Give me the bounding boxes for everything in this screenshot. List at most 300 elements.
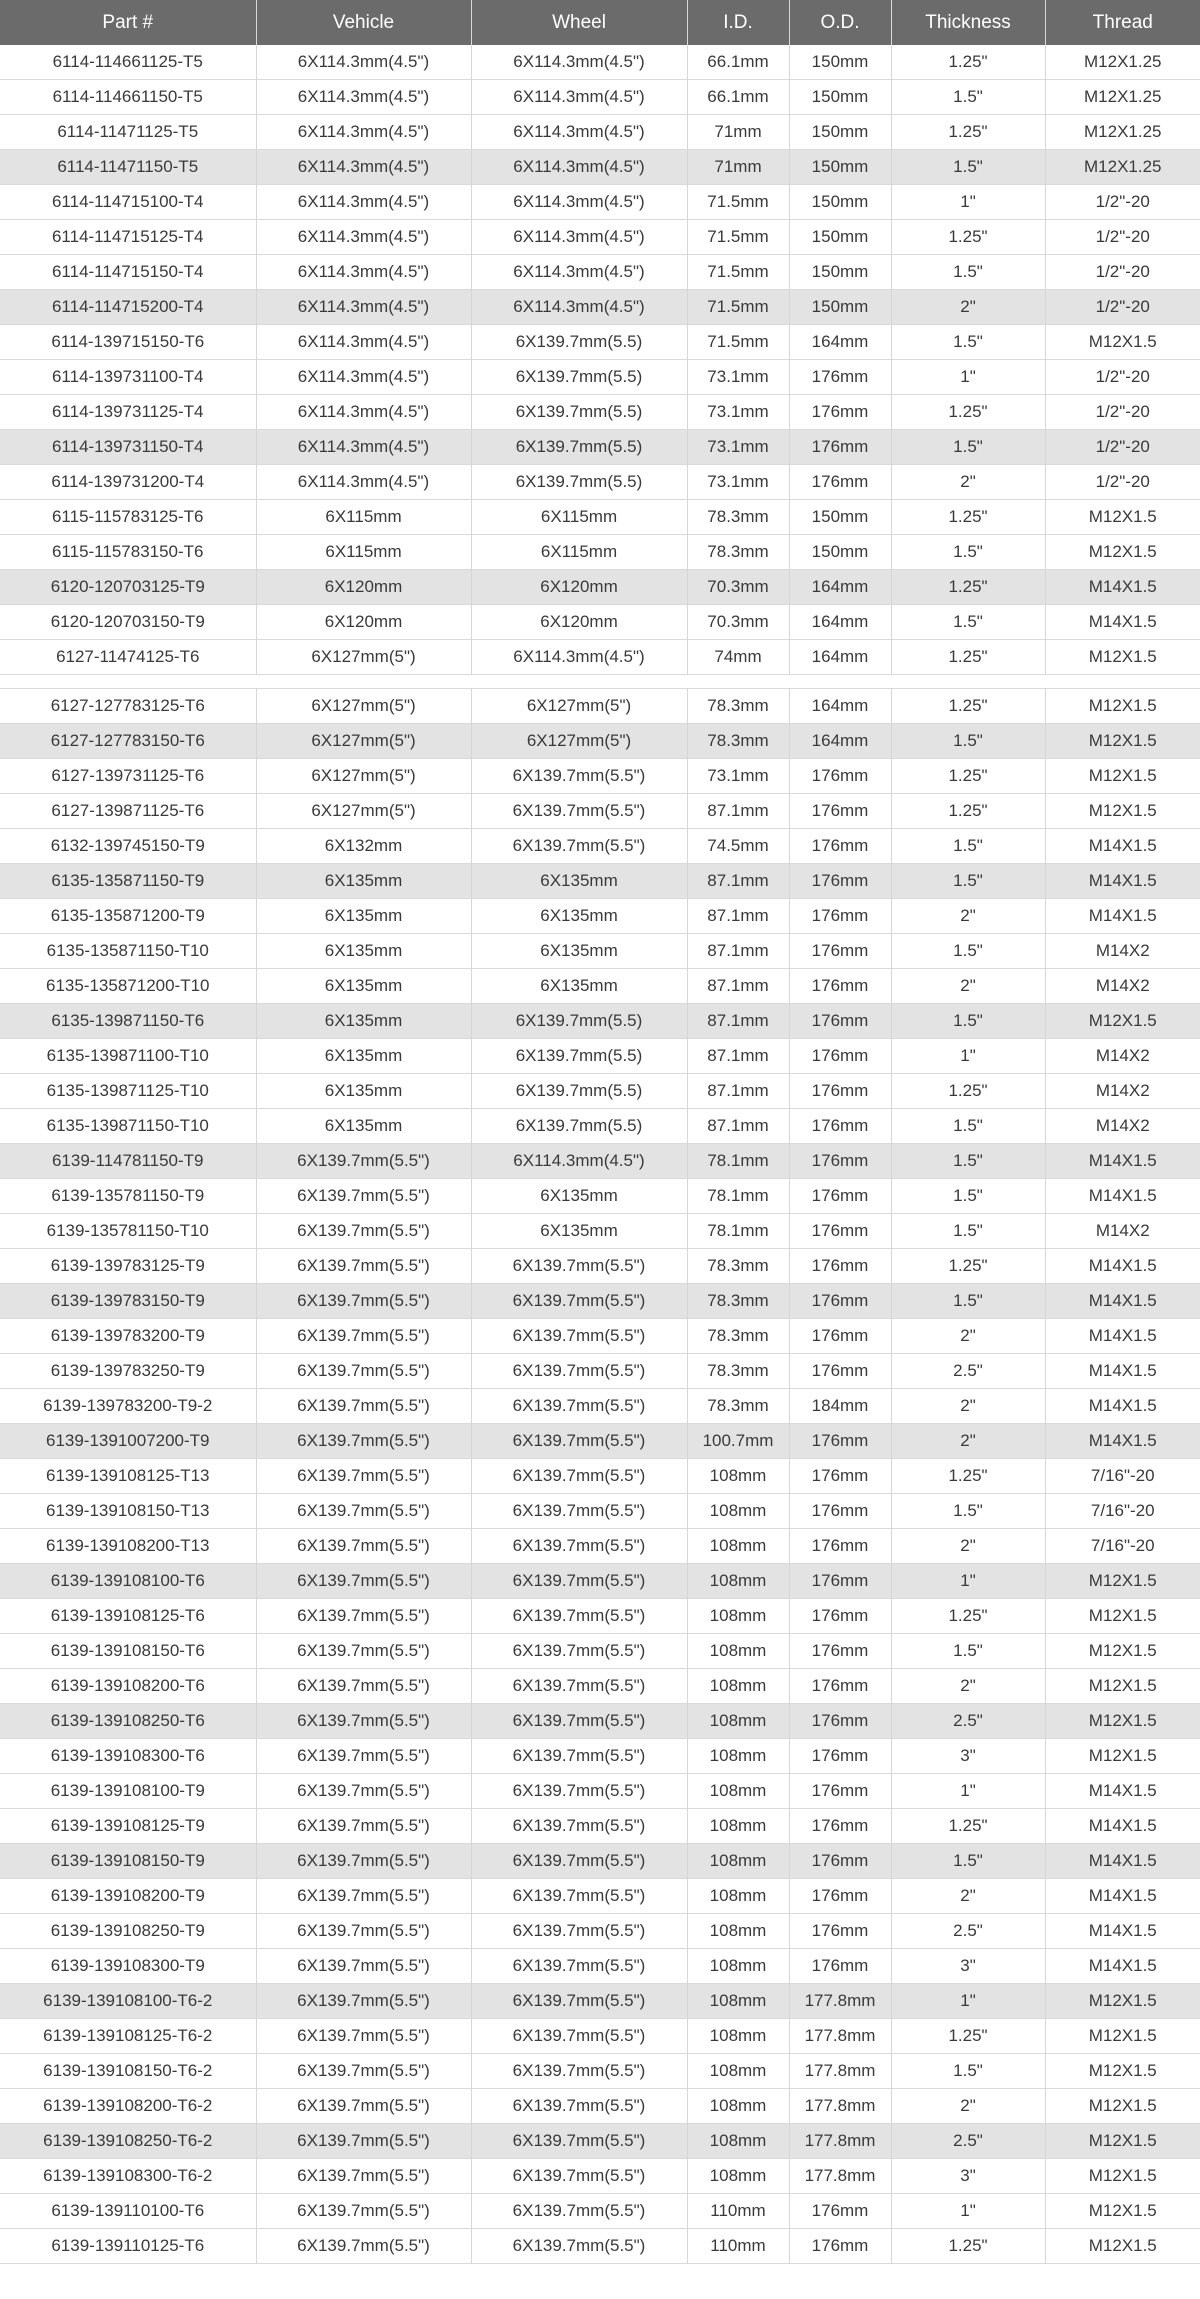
cell-vehicle: 6X135mm (256, 899, 471, 934)
cell-thickness: 1.25" (891, 794, 1045, 829)
cell-thread: M14X2 (1045, 1074, 1200, 1109)
cell-vehicle: 6X114.3mm(4.5") (256, 290, 471, 325)
cell-wheel: 6X114.3mm(4.5") (471, 220, 687, 255)
table-row (0, 1564, 1200, 1599)
cell-id: 108mm (687, 1564, 789, 1599)
cell-part-number: 6139-139108150-T9 (0, 1844, 256, 1879)
column-header-vehicle: Vehicle (256, 0, 471, 45)
cell-thread: 7/16"-20 (1045, 1529, 1200, 1564)
cell-vehicle: 6X139.7mm(5.5") (256, 1599, 471, 1634)
cell-thickness: 1.5" (891, 1844, 1045, 1879)
table-row (0, 1109, 1200, 1144)
cell-thickness: 1.25" (891, 1809, 1045, 1844)
column-header-od: O.D. (789, 0, 891, 45)
cell-thickness: 1.25" (891, 1249, 1045, 1284)
cell-thread: M12X1.5 (1045, 1634, 1200, 1669)
cell-id: 78.3mm (687, 1354, 789, 1389)
cell-od: 176mm (789, 1494, 891, 1529)
cell-od: 176mm (789, 1809, 891, 1844)
cell-vehicle: 6X135mm (256, 864, 471, 899)
column-header-part: Part # (0, 0, 256, 45)
table-row (0, 465, 1200, 500)
cell-thread: M12X1.25 (1045, 45, 1200, 80)
cell-part-number: 6127-11474125-T6 (0, 640, 256, 675)
cell-od: 176mm (789, 1004, 891, 1039)
cell-part-number: 6139-139108200-T9 (0, 1879, 256, 1914)
cell-part-number: 6139-139108200-T6-2 (0, 2089, 256, 2124)
cell-thread: 1/2"-20 (1045, 185, 1200, 220)
cell-wheel: 6X139.7mm(5.5") (471, 829, 687, 864)
cell-part-number: 6135-135871150-T10 (0, 934, 256, 969)
cell-id: 78.3mm (687, 1284, 789, 1319)
cell-wheel: 6X114.3mm(4.5") (471, 115, 687, 150)
cell-thickness: 1.25" (891, 2229, 1045, 2264)
cell-thread: 1/2"-20 (1045, 430, 1200, 465)
cell-wheel: 6X135mm (471, 1214, 687, 1249)
table-row (0, 255, 1200, 290)
cell-thickness: 1.5" (891, 80, 1045, 115)
table-row (0, 640, 1200, 675)
cell-part-number: 6139-139108100-T6 (0, 1564, 256, 1599)
cell-part-number: 6139-139108125-T13 (0, 1459, 256, 1494)
cell-od: 176mm (789, 794, 891, 829)
cell-thread: M12X1.5 (1045, 1984, 1200, 2019)
table-row (0, 689, 1200, 724)
cell-thickness: 1.5" (891, 1004, 1045, 1039)
cell-vehicle: 6X139.7mm(5.5") (256, 1669, 471, 1704)
cell-part-number: 6114-139731100-T4 (0, 360, 256, 395)
cell-od: 176mm (789, 1739, 891, 1774)
cell-vehicle: 6X120mm (256, 605, 471, 640)
table-row (0, 1004, 1200, 1039)
cell-vehicle: 6X139.7mm(5.5") (256, 2124, 471, 2159)
cell-wheel: 6X139.7mm(5.5") (471, 1844, 687, 1879)
cell-od: 176mm (789, 829, 891, 864)
cell-wheel: 6X139.7mm(5.5") (471, 1249, 687, 1284)
cell-thickness: 2" (891, 969, 1045, 1004)
cell-thickness: 1.5" (891, 724, 1045, 759)
cell-vehicle: 6X115mm (256, 535, 471, 570)
cell-vehicle: 6X139.7mm(5.5") (256, 1809, 471, 1844)
cell-thread: M12X1.5 (1045, 2019, 1200, 2054)
cell-part-number: 6127-139871125-T6 (0, 794, 256, 829)
cell-thread: M14X1.5 (1045, 1284, 1200, 1319)
cell-od: 176mm (789, 1354, 891, 1389)
cell-od: 176mm (789, 1284, 891, 1319)
cell-thickness: 1.25" (891, 1459, 1045, 1494)
cell-thickness: 1.25" (891, 570, 1045, 605)
cell-od: 176mm (789, 1144, 891, 1179)
cell-thickness: 1.5" (891, 605, 1045, 640)
cell-vehicle: 6X139.7mm(5.5") (256, 1179, 471, 1214)
cell-id: 108mm (687, 2159, 789, 2194)
cell-thickness: 1" (891, 185, 1045, 220)
cell-thread: M12X1.5 (1045, 2194, 1200, 2229)
cell-od: 176mm (789, 934, 891, 969)
cell-vehicle: 6X139.7mm(5.5") (256, 1844, 471, 1879)
cell-vehicle: 6X139.7mm(5.5") (256, 1144, 471, 1179)
cell-wheel: 6X114.3mm(4.5") (471, 255, 687, 290)
cell-vehicle: 6X114.3mm(4.5") (256, 395, 471, 430)
table-row (0, 864, 1200, 899)
table-row (0, 1039, 1200, 1074)
cell-id: 108mm (687, 1879, 789, 1914)
cell-wheel: 6X139.7mm(5.5") (471, 794, 687, 829)
cell-thickness: 1.5" (891, 430, 1045, 465)
cell-part-number: 6139-139108200-T13 (0, 1529, 256, 1564)
cell-id: 110mm (687, 2194, 789, 2229)
cell-thickness: 1.5" (891, 255, 1045, 290)
cell-od: 176mm (789, 1774, 891, 1809)
cell-thickness: 1.25" (891, 2019, 1045, 2054)
cell-id: 108mm (687, 1774, 789, 1809)
cell-thickness: 2" (891, 1669, 1045, 1704)
cell-id: 108mm (687, 1844, 789, 1879)
cell-vehicle: 6X114.3mm(4.5") (256, 325, 471, 360)
table-row (0, 2194, 1200, 2229)
table-row (0, 2124, 1200, 2159)
cell-thread: M12X1.25 (1045, 150, 1200, 185)
cell-thread: M12X1.5 (1045, 689, 1200, 724)
cell-wheel: 6X139.7mm(5.5") (471, 2159, 687, 2194)
cell-od: 176mm (789, 2194, 891, 2229)
cell-od: 177.8mm (789, 2159, 891, 2194)
cell-part-number: 6132-139745150-T9 (0, 829, 256, 864)
cell-thickness: 2" (891, 1389, 1045, 1424)
cell-wheel: 6X139.7mm(5.5) (471, 395, 687, 430)
cell-thickness: 2" (891, 1424, 1045, 1459)
cell-od: 176mm (789, 1704, 891, 1739)
cell-wheel: 6X139.7mm(5.5) (471, 1004, 687, 1039)
cell-thickness: 1.5" (891, 934, 1045, 969)
cell-part-number: 6139-139108250-T6 (0, 1704, 256, 1739)
cell-thickness: 1.5" (891, 1144, 1045, 1179)
cell-thread: M12X1.5 (1045, 759, 1200, 794)
cell-wheel: 6X114.3mm(4.5") (471, 45, 687, 80)
table-row (0, 1984, 1200, 2019)
cell-thickness: 2" (891, 1319, 1045, 1354)
cell-wheel: 6X135mm (471, 969, 687, 1004)
cell-id: 108mm (687, 1739, 789, 1774)
cell-od: 176mm (789, 1319, 891, 1354)
cell-vehicle: 6X114.3mm(4.5") (256, 465, 471, 500)
cell-thread: M14X1.5 (1045, 1809, 1200, 1844)
cell-thread: M12X1.5 (1045, 2054, 1200, 2089)
cell-vehicle: 6X139.7mm(5.5") (256, 1249, 471, 1284)
cell-wheel: 6X139.7mm(5.5") (471, 1984, 687, 2019)
cell-thickness: 1.5" (891, 325, 1045, 360)
table-row (0, 1914, 1200, 1949)
cell-wheel: 6X139.7mm(5.5") (471, 1529, 687, 1564)
cell-id: 108mm (687, 1599, 789, 1634)
table-body (0, 45, 1200, 2264)
cell-vehicle: 6X114.3mm(4.5") (256, 80, 471, 115)
cell-thread: M12X1.5 (1045, 325, 1200, 360)
cell-wheel: 6X139.7mm(5.5) (471, 1074, 687, 1109)
cell-od: 176mm (789, 1074, 891, 1109)
cell-part-number: 6139-139108200-T6 (0, 1669, 256, 1704)
cell-wheel: 6X139.7mm(5.5") (471, 1389, 687, 1424)
cell-id: 78.3mm (687, 1249, 789, 1284)
cell-vehicle: 6X127mm(5") (256, 759, 471, 794)
cell-thickness: 1.5" (891, 1494, 1045, 1529)
cell-part-number: 6135-139871150-T6 (0, 1004, 256, 1039)
cell-od: 176mm (789, 1249, 891, 1284)
table-row (0, 1459, 1200, 1494)
cell-vehicle: 6X114.3mm(4.5") (256, 150, 471, 185)
cell-thread: M12X1.25 (1045, 80, 1200, 115)
cell-thread: M14X1.5 (1045, 1354, 1200, 1389)
cell-vehicle: 6X114.3mm(4.5") (256, 185, 471, 220)
cell-wheel: 6X139.7mm(5.5") (471, 1809, 687, 1844)
cell-thread: M14X1.5 (1045, 1949, 1200, 1984)
table-row (0, 115, 1200, 150)
cell-od: 177.8mm (789, 2124, 891, 2159)
cell-vehicle: 6X139.7mm(5.5") (256, 1564, 471, 1599)
cell-od: 164mm (789, 325, 891, 360)
cell-id: 87.1mm (687, 794, 789, 829)
table-row (0, 1389, 1200, 1424)
cell-od: 184mm (789, 1389, 891, 1424)
cell-vehicle: 6X139.7mm(5.5") (256, 2019, 471, 2054)
cell-id: 110mm (687, 2229, 789, 2264)
cell-thickness: 2.5" (891, 2124, 1045, 2159)
cell-id: 73.1mm (687, 759, 789, 794)
cell-od: 164mm (789, 689, 891, 724)
cell-wheel: 6X127mm(5") (471, 689, 687, 724)
cell-thread: M14X2 (1045, 969, 1200, 1004)
cell-od: 176mm (789, 759, 891, 794)
cell-wheel: 6X139.7mm(5.5) (471, 325, 687, 360)
table-row (0, 360, 1200, 395)
cell-thread: M14X2 (1045, 1039, 1200, 1074)
cell-id: 71.5mm (687, 290, 789, 325)
cell-id: 108mm (687, 1984, 789, 2019)
cell-thickness: 2.5" (891, 1354, 1045, 1389)
cell-thickness: 2" (891, 290, 1045, 325)
table-row (0, 2019, 1200, 2054)
cell-od: 176mm (789, 1879, 891, 1914)
cell-od: 177.8mm (789, 1984, 891, 2019)
cell-id: 100.7mm (687, 1424, 789, 1459)
cell-wheel: 6X135mm (471, 864, 687, 899)
table-row (0, 150, 1200, 185)
cell-thread: M14X1.5 (1045, 1249, 1200, 1284)
table-row (0, 1844, 1200, 1879)
cell-id: 108mm (687, 1529, 789, 1564)
cell-vehicle: 6X139.7mm(5.5") (256, 1984, 471, 2019)
cell-thread: M14X1.5 (1045, 1879, 1200, 1914)
cell-vehicle: 6X139.7mm(5.5") (256, 1949, 471, 1984)
cell-thickness: 1.25" (891, 759, 1045, 794)
cell-part-number: 6135-135871150-T9 (0, 864, 256, 899)
cell-part-number: 6114-11471125-T5 (0, 115, 256, 150)
cell-part-number: 6114-114661150-T5 (0, 80, 256, 115)
cell-part-number: 6115-115783150-T6 (0, 535, 256, 570)
cell-thread: M14X1.5 (1045, 1844, 1200, 1879)
cell-thickness: 1.5" (891, 1214, 1045, 1249)
cell-od: 176mm (789, 1424, 891, 1459)
cell-vehicle: 6X139.7mm(5.5") (256, 2159, 471, 2194)
table-row (0, 1284, 1200, 1319)
cell-od: 150mm (789, 45, 891, 80)
cell-thread: M14X1.5 (1045, 1424, 1200, 1459)
cell-id: 108mm (687, 1634, 789, 1669)
table-row (0, 1354, 1200, 1389)
cell-od: 164mm (789, 640, 891, 675)
table-row (0, 2089, 1200, 2124)
cell-vehicle: 6X114.3mm(4.5") (256, 255, 471, 290)
cell-wheel: 6X139.7mm(5.5") (471, 1459, 687, 1494)
column-header-thread: Thread (1045, 0, 1200, 45)
cell-part-number: 6139-139108250-T9 (0, 1914, 256, 1949)
cell-part-number: 6139-139108125-T9 (0, 1809, 256, 1844)
table-row (0, 1249, 1200, 1284)
table-row (0, 185, 1200, 220)
cell-id: 78.3mm (687, 535, 789, 570)
cell-wheel: 6X139.7mm(5.5) (471, 430, 687, 465)
table-row (0, 1599, 1200, 1634)
cell-part-number: 6139-139783200-T9-2 (0, 1389, 256, 1424)
cell-id: 108mm (687, 2124, 789, 2159)
cell-id: 74.5mm (687, 829, 789, 864)
cell-thread: M14X1.5 (1045, 570, 1200, 605)
table-row (0, 1319, 1200, 1354)
cell-wheel: 6X139.7mm(5.5") (471, 1949, 687, 1984)
cell-thread: M12X1.5 (1045, 500, 1200, 535)
cell-vehicle: 6X139.7mm(5.5") (256, 1914, 471, 1949)
cell-part-number: 6139-139110125-T6 (0, 2229, 256, 2264)
cell-id: 73.1mm (687, 430, 789, 465)
cell-part-number: 6135-135871200-T10 (0, 969, 256, 1004)
cell-od: 176mm (789, 969, 891, 1004)
cell-thickness: 3" (891, 2159, 1045, 2194)
cell-part-number: 6139-139783150-T9 (0, 1284, 256, 1319)
cell-wheel: 6X139.7mm(5.5") (471, 1704, 687, 1739)
cell-part-number: 6139-139108125-T6-2 (0, 2019, 256, 2054)
cell-od: 176mm (789, 395, 891, 430)
cell-thickness: 1.25" (891, 689, 1045, 724)
table-row (0, 500, 1200, 535)
cell-thickness: 2" (891, 1529, 1045, 1564)
cell-part-number: 6120-120703125-T9 (0, 570, 256, 605)
cell-vehicle: 6X135mm (256, 1109, 471, 1144)
cell-od: 176mm (789, 1949, 891, 1984)
table-row (0, 1424, 1200, 1459)
cell-id: 78.1mm (687, 1214, 789, 1249)
cell-part-number: 6139-135781150-T10 (0, 1214, 256, 1249)
cell-id: 108mm (687, 1459, 789, 1494)
cell-thread: M12X1.5 (1045, 1004, 1200, 1039)
cell-vehicle: 6X139.7mm(5.5") (256, 2229, 471, 2264)
cell-part-number: 6135-139871150-T10 (0, 1109, 256, 1144)
cell-thread: M12X1.5 (1045, 1564, 1200, 1599)
cell-thread: M12X1.5 (1045, 724, 1200, 759)
cell-wheel: 6X139.7mm(5.5") (471, 1774, 687, 1809)
cell-wheel: 6X114.3mm(4.5") (471, 185, 687, 220)
cell-part-number: 6139-139110100-T6 (0, 2194, 256, 2229)
cell-thread: M12X1.5 (1045, 2124, 1200, 2159)
cell-part-number: 6127-139731125-T6 (0, 759, 256, 794)
cell-id: 73.1mm (687, 395, 789, 430)
table-row (0, 1179, 1200, 1214)
cell-part-number: 6114-11471150-T5 (0, 150, 256, 185)
cell-id: 71.5mm (687, 220, 789, 255)
cell-id: 108mm (687, 1494, 789, 1529)
cell-thickness: 1.25" (891, 640, 1045, 675)
cell-wheel: 6X115mm (471, 500, 687, 535)
table-row (0, 1214, 1200, 1249)
cell-vehicle: 6X132mm (256, 829, 471, 864)
cell-wheel: 6X139.7mm(5.5") (471, 1354, 687, 1389)
cell-vehicle: 6X139.7mm(5.5") (256, 2054, 471, 2089)
cell-od: 150mm (789, 290, 891, 325)
table-row (0, 605, 1200, 640)
cell-od: 150mm (789, 500, 891, 535)
cell-id: 87.1mm (687, 1004, 789, 1039)
cell-thread: 1/2"-20 (1045, 360, 1200, 395)
cell-od: 150mm (789, 255, 891, 290)
cell-vehicle: 6X135mm (256, 1004, 471, 1039)
cell-part-number: 6114-114661125-T5 (0, 45, 256, 80)
cell-thread: 7/16"-20 (1045, 1494, 1200, 1529)
cell-thread: M12X1.5 (1045, 2089, 1200, 2124)
cell-wheel: 6X135mm (471, 934, 687, 969)
cell-wheel: 6X120mm (471, 605, 687, 640)
cell-id: 108mm (687, 1809, 789, 1844)
cell-thickness: 1.5" (891, 864, 1045, 899)
cell-wheel: 6X139.7mm(5.5") (471, 1879, 687, 1914)
cell-vehicle: 6X120mm (256, 570, 471, 605)
table-row (0, 1739, 1200, 1774)
table-row (0, 899, 1200, 934)
cell-vehicle: 6X139.7mm(5.5") (256, 1739, 471, 1774)
cell-id: 71mm (687, 150, 789, 185)
table-header-row (0, 0, 1200, 45)
cell-part-number: 6135-139871100-T10 (0, 1039, 256, 1074)
table-row (0, 1774, 1200, 1809)
cell-thread: 1/2"-20 (1045, 255, 1200, 290)
cell-wheel: 6X139.7mm(5.5") (471, 1494, 687, 1529)
table-row (0, 2229, 1200, 2264)
cell-vehicle: 6X139.7mm(5.5") (256, 1389, 471, 1424)
cell-thread: 1/2"-20 (1045, 220, 1200, 255)
table-row (0, 1144, 1200, 1179)
cell-part-number: 6114-114715125-T4 (0, 220, 256, 255)
cell-thickness: 2" (891, 465, 1045, 500)
cell-wheel: 6X139.7mm(5.5) (471, 1109, 687, 1144)
cell-wheel: 6X135mm (471, 1179, 687, 1214)
cell-thickness: 1.5" (891, 829, 1045, 864)
cell-id: 108mm (687, 2054, 789, 2089)
cell-wheel: 6X139.7mm(5.5") (471, 1634, 687, 1669)
cell-id: 78.3mm (687, 1389, 789, 1424)
cell-thread: 1/2"-20 (1045, 395, 1200, 430)
table-row (0, 1704, 1200, 1739)
cell-thickness: 1.25" (891, 1074, 1045, 1109)
cell-id: 108mm (687, 1704, 789, 1739)
cell-id: 87.1mm (687, 1074, 789, 1109)
cell-part-number: 6139-139108100-T9 (0, 1774, 256, 1809)
table-row (0, 45, 1200, 80)
table-row (0, 1074, 1200, 1109)
cell-vehicle: 6X139.7mm(5.5") (256, 1284, 471, 1319)
cell-od: 176mm (789, 1669, 891, 1704)
cell-id: 70.3mm (687, 605, 789, 640)
table-row (0, 1634, 1200, 1669)
cell-wheel: 6X139.7mm(5.5") (471, 1914, 687, 1949)
table-row (0, 2159, 1200, 2194)
